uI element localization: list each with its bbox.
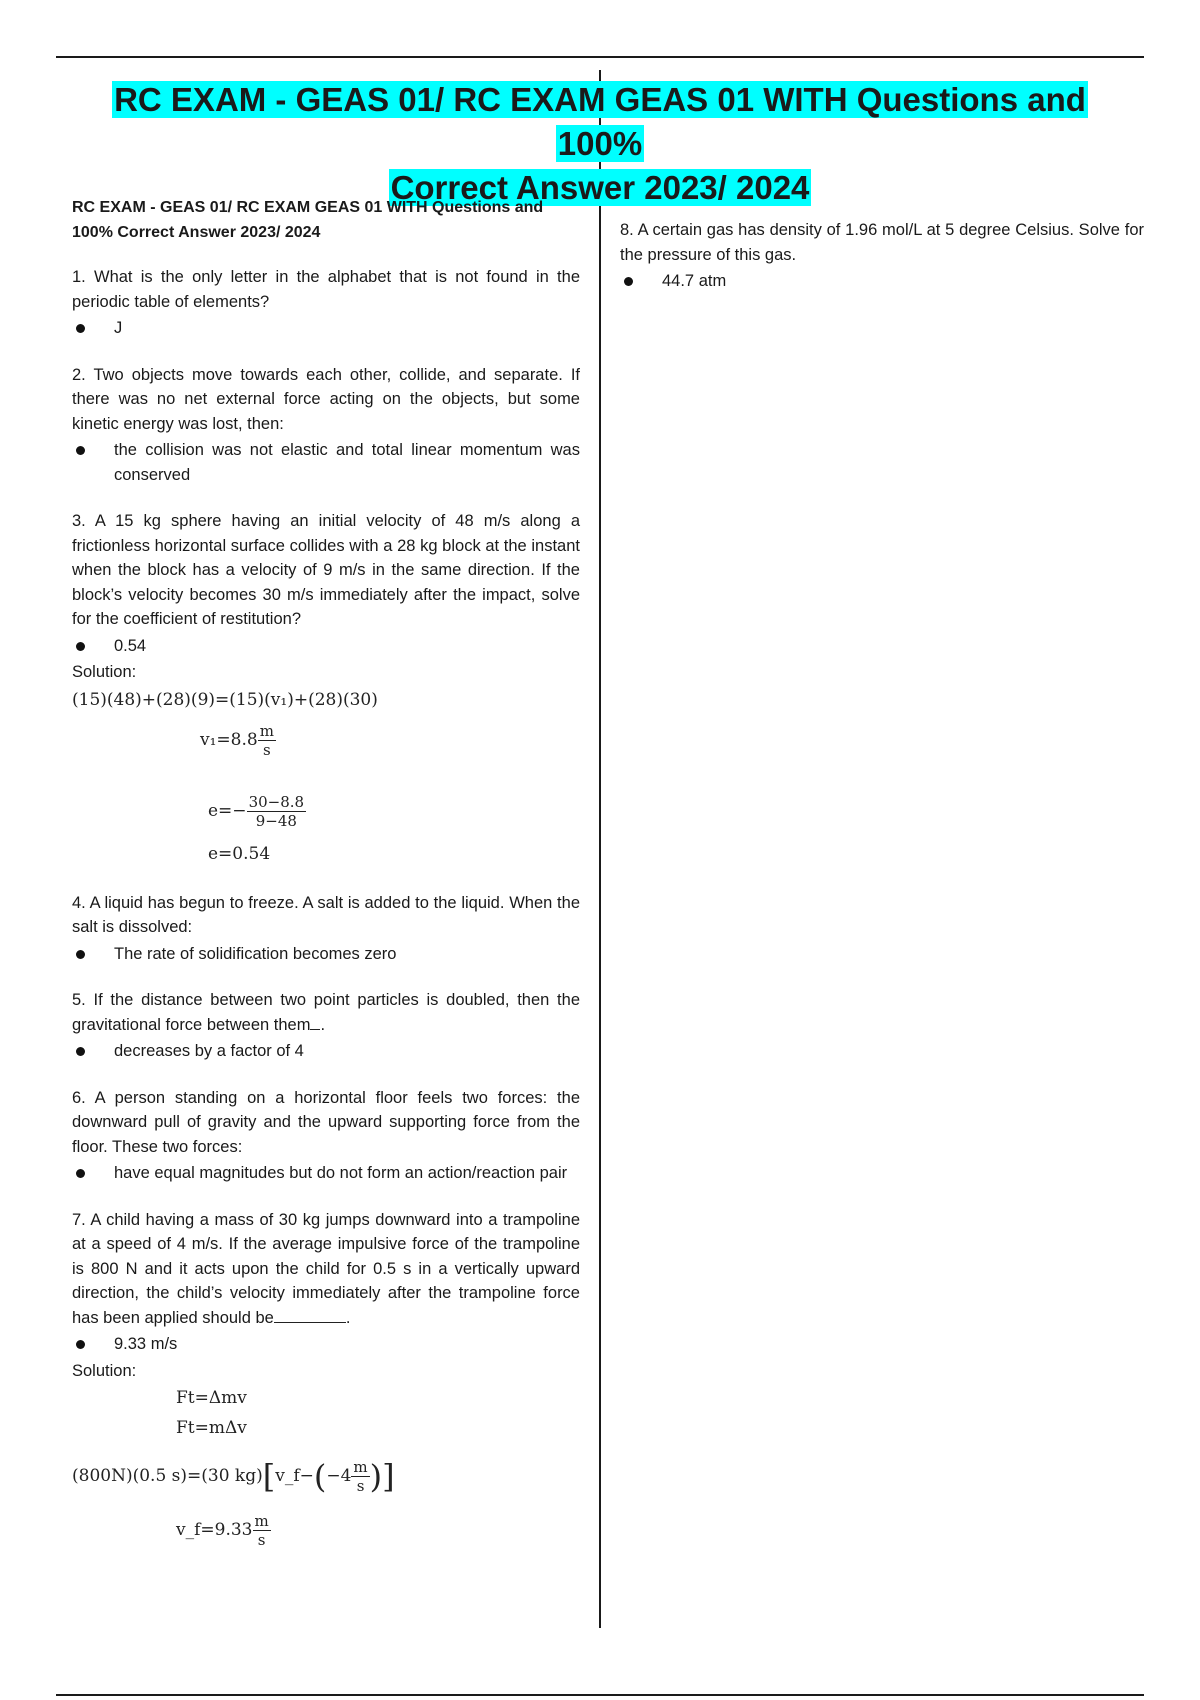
bullet-icon [76, 446, 85, 455]
question-text: 5. If the distance between two point particles is doubled, then the gravitational force between them . [72, 991, 580, 1034]
answer: have equal magnitudes but do not form an action/reaction pair [72, 1161, 580, 1186]
question-text: 8. A certain gas has density of 1.96 mol/L at 5 degree Celsius. Solve for the pressure of this gas. [620, 221, 1144, 264]
question-text: 6. A person standing on a horizontal floor feels two forces: the downward pull of gravity and the upward supporting force from the floor. These two forces: [72, 1088, 580, 1156]
question-2 [72, 363, 580, 488]
question-6 [72, 1086, 580, 1186]
question-7 [72, 1208, 580, 1556]
solution-q7 [72, 1383, 580, 1555]
answer: 44.7 atm [620, 269, 1144, 294]
question-3 [72, 509, 580, 869]
solution-q3 [72, 685, 580, 869]
question-4 [72, 891, 580, 967]
document-header: RC EXAM - GEAS 01/ RC EXAM GEAS 01 WITH Questions and 100% Correct Answer 2023/ 2024 [72, 199, 544, 241]
column-divider [599, 70, 601, 1628]
question-5 [72, 988, 580, 1064]
question-text: 2. Two objects move towards each other, collide, and separate. If there was no net external force acting on the objects, but some kinetic energy was lost, then: [72, 365, 580, 433]
equation: Ft=Δmv [176, 1388, 247, 1408]
title-line-1: RC EXAM - GEAS 01/ RC EXAM GEAS 01 WITH Questions and 100% [114, 81, 1086, 162]
answer: 0.54 [72, 634, 580, 659]
question-text: 3. A 15 kg sphere having an initial velocity of 48 m/s along a frictionless horizontal surface collides with a 28 kg block at the instant when the block has a velocity of 9 m/s in the same direction. If the block’s velocity becomes 30 m/s immediately after the impact, solve for the coefficient of restitution? [72, 512, 580, 628]
equation: v₁=8.8 $\frac{m}{s}$ [200, 721, 274, 759]
bullet-icon [76, 950, 85, 959]
fill-blank [310, 1013, 320, 1030]
solution-label: Solution: [72, 663, 137, 681]
answer: decreases by a factor of 4 [72, 1039, 580, 1064]
right-column [620, 218, 1144, 316]
title-line-2: Correct Answer 2023/ 2024 [390, 169, 810, 206]
equation: (15)(48)+(28)(9)=(15)(v₁)+(28)(30) [72, 689, 378, 710]
bullet-icon [624, 277, 633, 286]
bullet-icon [76, 1169, 85, 1178]
question-text: 1. What is the only letter in the alphabet that is not found in the periodic table of elements? [72, 268, 580, 311]
equation: Ft=mΔv [176, 1418, 247, 1438]
question-8 [620, 218, 1144, 294]
bullet-icon [76, 1340, 85, 1349]
answer: the collision was not elastic and total linear momentum was conserved [72, 438, 580, 487]
bullet-icon [76, 324, 85, 333]
answer: J [72, 316, 580, 341]
equation: e=− $\frac{30-8.8}{9-48}$ [208, 792, 305, 830]
fill-blank [274, 1306, 346, 1323]
question-text: 7. A child having a mass of 30 kg jumps downward into a trampoline at a speed of 4 m/s. If the average impulsive force of the trampoline is 800 N and it acts upon the child for 0.5 s in a vertically upward direction, the child’s velocity immediately after the trampoline force has been applied should be . [72, 1210, 580, 1327]
equation: (800N)(0.5 s)=(30 kg)[v_f−(−4 $\frac{m}{s}$ )] [72, 1457, 395, 1496]
top-rule [56, 56, 1144, 58]
answer: 9.33 m/s [72, 1332, 580, 1357]
bottom-rule [56, 1694, 1144, 1696]
bullet-icon [76, 642, 85, 651]
bullet-icon [76, 1047, 85, 1056]
answer: The rate of solidification becomes zero [72, 942, 580, 967]
left-column [72, 196, 580, 1577]
equation: e=0.54 [208, 843, 271, 864]
solution-label: Solution: [72, 1361, 137, 1380]
question-text: 4. A liquid has begun to freeze. A salt is added to the liquid. When the salt is dissolved: [72, 893, 580, 936]
equation: v_f=9.33 $\frac{m}{s}$ [176, 1512, 269, 1549]
page-title [100, 78, 1100, 210]
question-1 [72, 265, 580, 341]
